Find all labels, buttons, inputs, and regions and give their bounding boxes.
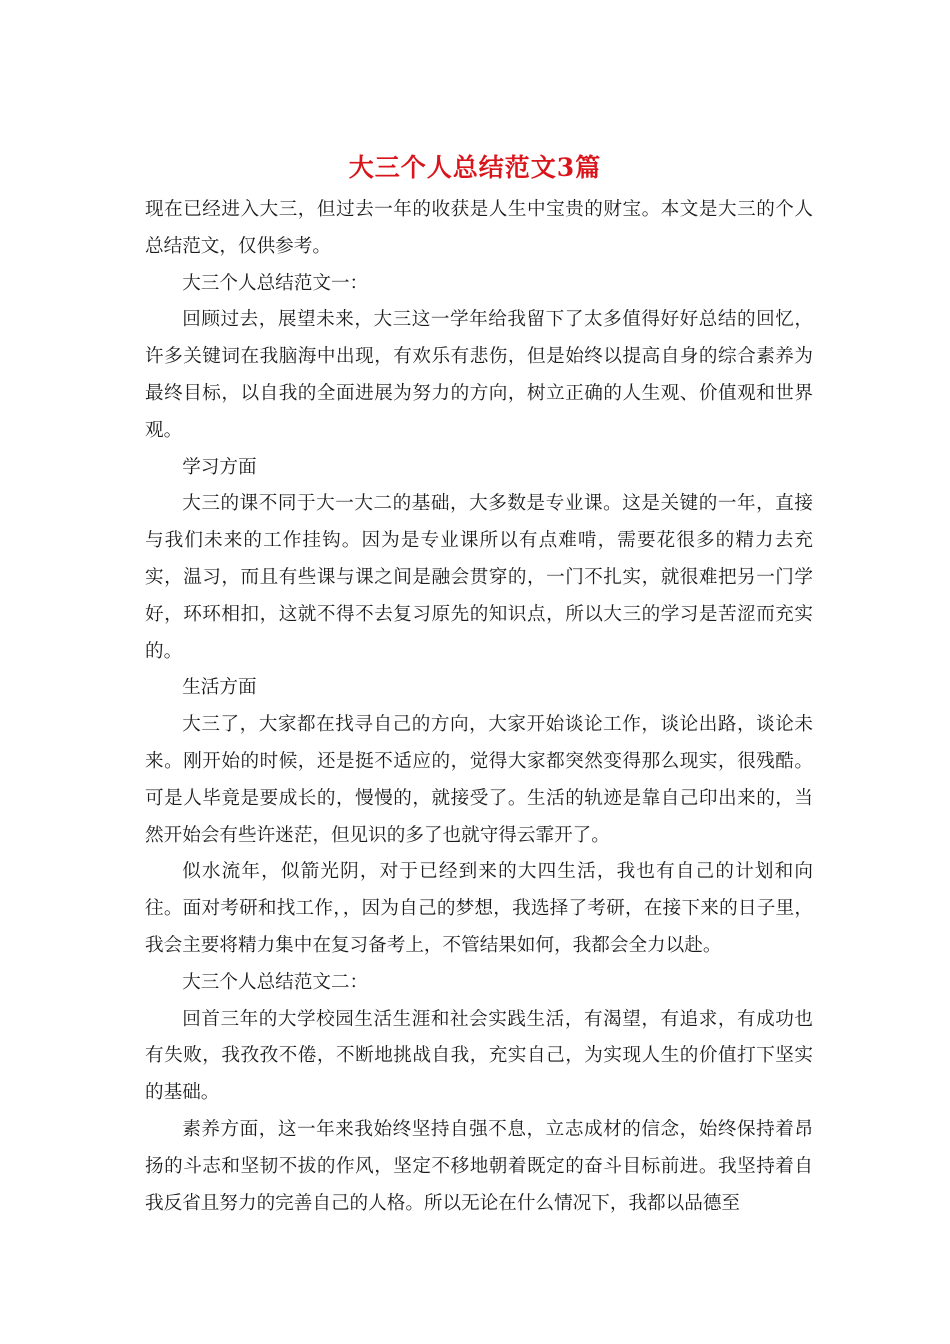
- document-body: [145, 192, 813, 1222]
- paragraph: 大三的课不同于大一大二的基础，大多数是专业课。这是关键的一年，直接与我们未来的工作挂钩。因为是专业课所以有点难啃，需要花很多的精力去充实，温习，而且有些课与课之间是融会贯穿的，一门不扎实，就很难把另一门学好，环环相扣，这就不得不去复习原先的知识点，所以大三的学习是苦涩而充实的。: [145, 493, 813, 662]
- paragraph: 似水流年，似箭光阴，对于已经到来的大四生活，我也有自己的计划和向往。面对考研和找工作，，因为自己的梦想，我选择了考研，在接下来的日子里，我会主要将精力集中在复习备考上，不管结果如何，我都会全力以赴。: [145, 861, 813, 956]
- paragraph: 回顾过去，展望未来，大三这一学年给我留下了太多值得好好总结的回忆，许多关键词在我脑海中出现，有欢乐有悲伤，但是始终以提高自身的综合素养为最终目标，以自我的全面进展为努力的方向，树立正确的人生观、价值观和世界观。: [145, 309, 813, 441]
- paragraph: 素养方面，这一年来我始终坚持自强不息，立志成材的信念，始终保持着昂扬的斗志和坚韧不拔的作风，坚定不移地朝着既定的奋斗目标前进。我坚持着自我反省且努力的完善自己的人格。所以无论在什么情况下，我都以品德至: [145, 1118, 813, 1214]
- paragraph: 大三个人总结范文二：: [182, 971, 369, 993]
- paragraph: 生活方面: [182, 677, 257, 699]
- paragraph: 现在已经进入大三，但过去一年的收获是人生中宝贵的财宝。本文是大三的个人总结范文，仅供参考。: [145, 199, 813, 257]
- paragraph: 学习方面: [182, 456, 257, 478]
- paragraph: 回首三年的大学校园生活生涯和社会实践生活，有渴望，有追求，有成功也有失败，我孜孜不倦，不断地挑战自我，充实自己，为实现人生的价值打下坚实的基础。: [145, 1008, 813, 1104]
- paragraph: 大三个人总结范文一：: [182, 272, 369, 294]
- paragraph: 大三了，大家都在找寻自己的方向，大家开始谈论工作，谈论出路，谈论未来。刚开始的时候，还是挺不适应的，觉得大家都突然变得那么现实，很残酷。可是人毕竟是要成长的，慢慢的，就接受了。生活的轨迹是靠自己印出来的，当然开始会有些许迷茫，但见识的多了也就守得云霏开了。: [145, 714, 813, 846]
- document-title: 大三个人总结范文3篇: [348, 153, 602, 182]
